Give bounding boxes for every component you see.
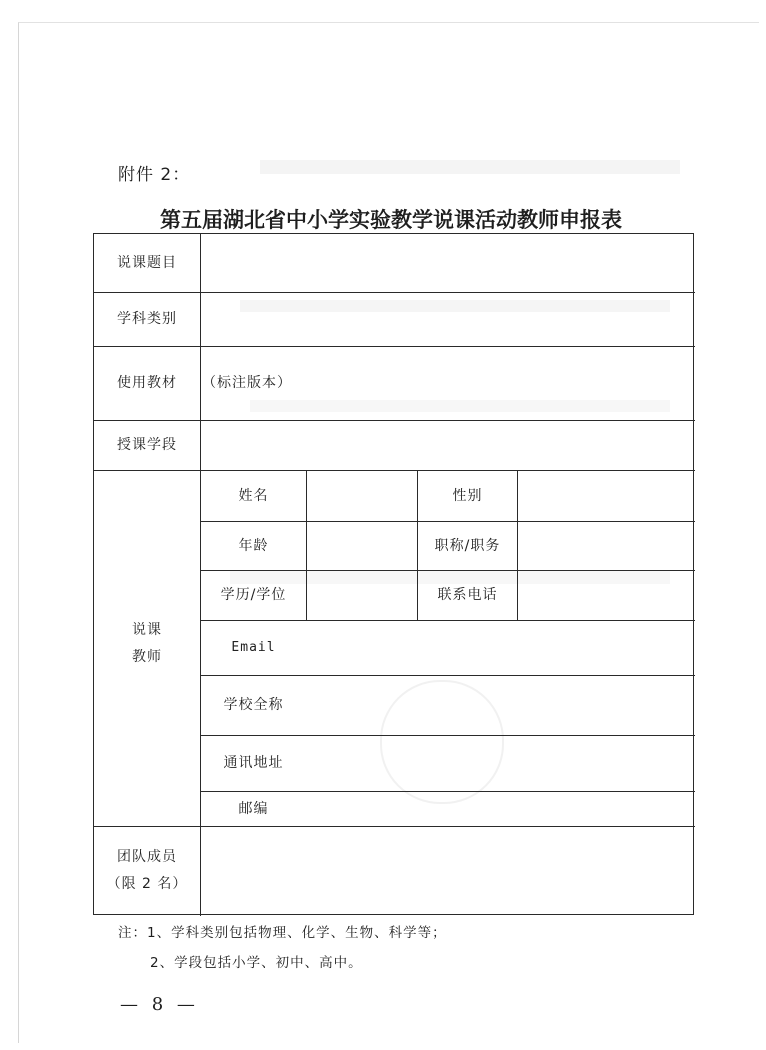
textbook-field[interactable] [294,347,694,420]
topic-label: 说课题目 [117,254,177,271]
teacher-group-label [94,471,200,826]
email-label: Email [231,639,276,655]
age-field[interactable] [307,522,417,570]
name-field[interactable] [307,471,417,521]
teacher-group-label-line1: 说课 [132,621,162,638]
phone-field[interactable] [518,571,695,620]
textbook-label: 使用教材 [117,375,177,392]
school-label: 学校全称 [223,697,284,714]
phone-label: 联系电话 [437,587,498,604]
gender-field[interactable] [518,471,695,521]
school-field[interactable] [307,676,695,735]
subject-label: 学科类别 [117,311,177,328]
textbook-hint: （标注版本） [202,375,292,392]
team-label-line2: （限 2 名） [106,876,188,892]
team-label [94,827,200,915]
title-field[interactable] [518,522,695,570]
attachment-label: 附件 2： [118,165,191,185]
note-line-1: 注：1、学科类别包括物理、化学、生物、科学等； [118,925,447,941]
title-label: 职称/职务 [434,537,501,554]
grade-label: 授课学段 [117,437,177,454]
application-table [93,233,694,915]
show-through-text [260,160,680,174]
note-line-2: 2、学段包括小学、初中、高中。 [150,955,363,971]
education-field[interactable] [307,571,417,620]
gender-label: 性别 [452,487,483,504]
email-field[interactable] [307,621,695,675]
form-title: 第五届湖北省中小学实验教学说课活动教师申报表 [160,208,622,232]
address-label: 通讯地址 [223,755,284,772]
teacher-group-label-line2: 教师 [132,648,162,665]
name-label: 姓名 [238,487,269,504]
grade-field[interactable] [201,421,695,470]
education-label: 学历/学位 [220,587,287,604]
page-number: — 8 — [120,994,199,1015]
postcode-label: 邮编 [238,800,269,817]
subject-field[interactable] [201,293,695,346]
team-field[interactable] [201,827,695,915]
address-field[interactable] [307,736,695,791]
age-label: 年龄 [238,537,269,554]
postcode-field[interactable] [307,792,695,826]
team-label-line1: 团队成员 [117,849,177,866]
topic-field[interactable] [201,234,695,292]
